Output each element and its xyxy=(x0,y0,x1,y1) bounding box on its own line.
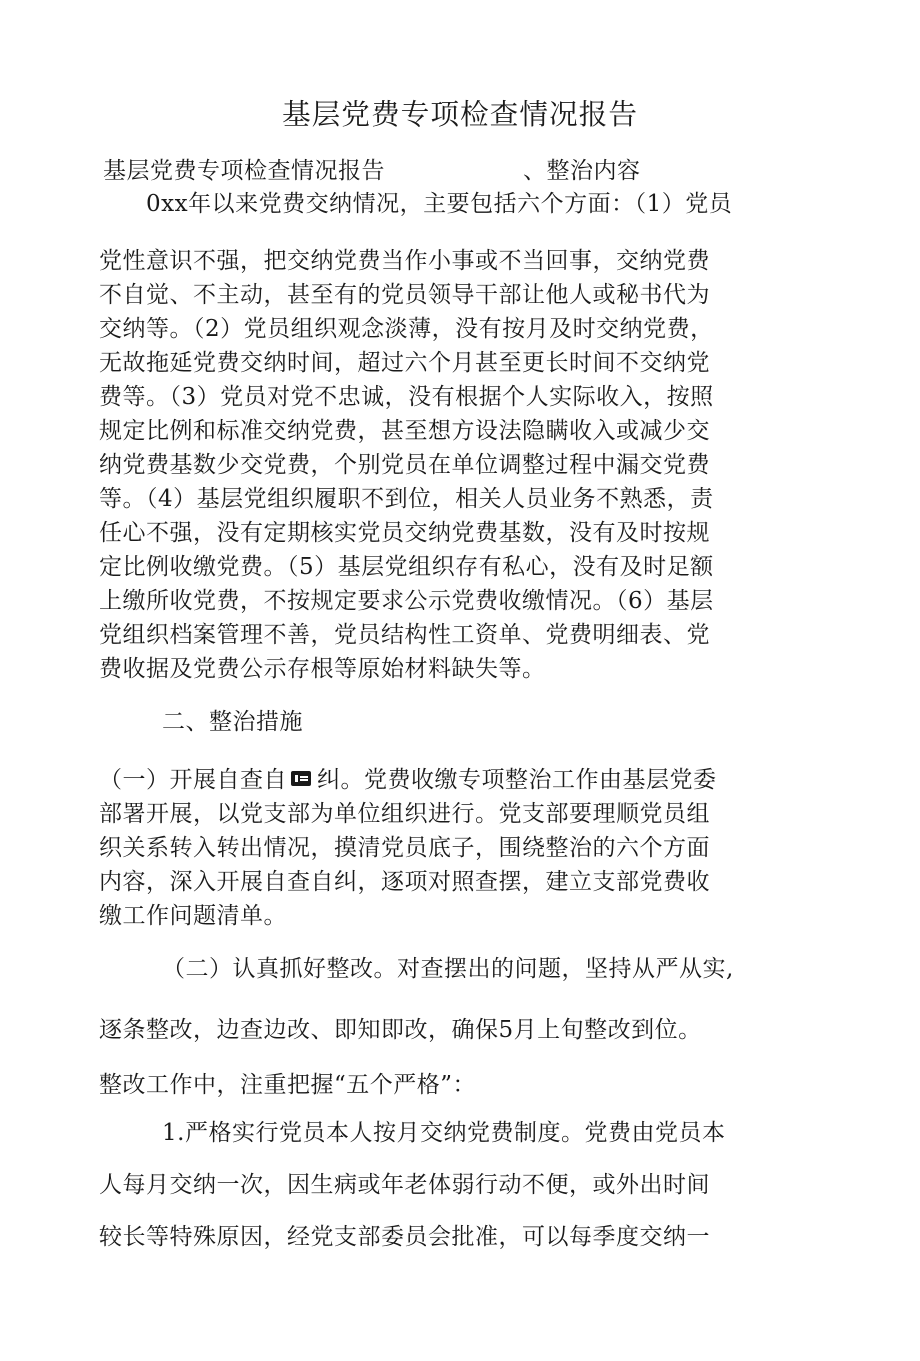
paragraph-line: 费收据及党费公示存根等原始材料缺失等。 xyxy=(99,656,546,682)
subtitle-right: 、整治内容 xyxy=(523,158,641,184)
item-line: 逐条整改，边查边改、即知即改，确保5月上旬整改到位。 xyxy=(99,1017,702,1043)
item-line: 整改工作中，注重把握“五个严格”： xyxy=(99,1072,477,1098)
paragraph-line: 党性意识不强，把交纳党费当作小事或不当回事，交纳党费 xyxy=(99,248,710,274)
paragraph-line: 党组织档案管理不善，党员结构性工资单、党费明细表、党 xyxy=(99,622,710,648)
paragraph-line: 上缴所收党费，不按规定要求公示党费收缴情况。（6）基层 xyxy=(99,588,714,614)
section-heading: 二、整治措施 xyxy=(162,709,303,735)
subtitle-left: 基层党费专项检查情况报告 xyxy=(103,158,385,184)
paragraph-line: 交纳等。（2）党员组织观念淡薄，没有按月及时交纳党费， xyxy=(99,316,714,342)
item-line xyxy=(99,761,717,794)
paragraph-line: 定比例收缴党费。（5）基层党组织存有私心，没有及时足额 xyxy=(99,554,714,580)
paragraph-line: 费等。（3）党员对党不忠诚，没有根据个人实际收入，按照 xyxy=(99,384,714,410)
item-line: 内容，深入开展自查自纠，逐项对照查摆，建立支部党费收 xyxy=(99,869,710,895)
paragraph-line: 不自觉、不主动，甚至有的党员领导干部让他人或秘书代为 xyxy=(99,282,710,308)
paragraph-line: 纳党费基数少交党费，个别党员在单位调整过程中漏交党费 xyxy=(99,452,710,478)
paragraph-line: 任心不强，没有定期核实党员交纳党费基数，没有及时按规 xyxy=(99,520,710,546)
item-line: 部署开展，以党支部为单位组织进行。党支部要理顺党员组 xyxy=(99,801,710,827)
item-line: （二）认真抓好整改。对查摆出的问题，坚持从严从实, xyxy=(162,956,734,982)
item-line: 缴工作问题清单。 xyxy=(99,903,287,929)
paragraph-line: 等。（4）基层党组织履职不到位，相关人员业务不熟悉，责 xyxy=(99,486,714,512)
item-text: 纠。党费收缴专项整治工作由基层党委 xyxy=(317,767,717,793)
paragraph-line: 无故拖延党费交纳时间，超过六个月甚至更长时间不交纳党 xyxy=(99,350,710,376)
item-text: （一）开展自查自 xyxy=(99,767,287,793)
paragraph-line: 规定比例和标准交纳党费，甚至想方设法隐瞒收入或减少交 xyxy=(99,418,710,444)
document-title: 基层党费专项检查情况报告 xyxy=(281,97,639,131)
point-line: 人每月交纳一次，因生病或年老体弱行动不便，或外出时间 xyxy=(99,1172,710,1198)
paragraph-line: 0xx年以来党费交纳情况，主要包括六个方面：（1）党员 xyxy=(146,191,733,217)
item-line: 织关系转入转出情况，摸清党员底子，围绕整治的六个方面 xyxy=(99,835,710,861)
document-list-icon xyxy=(291,771,311,786)
point-line: 1.严格实行党员本人按月交纳党费制度。党费由党员本 xyxy=(162,1120,726,1146)
point-line: 较长等特殊原因，经党支部委员会批准，可以每季度交纳一 xyxy=(99,1224,710,1250)
